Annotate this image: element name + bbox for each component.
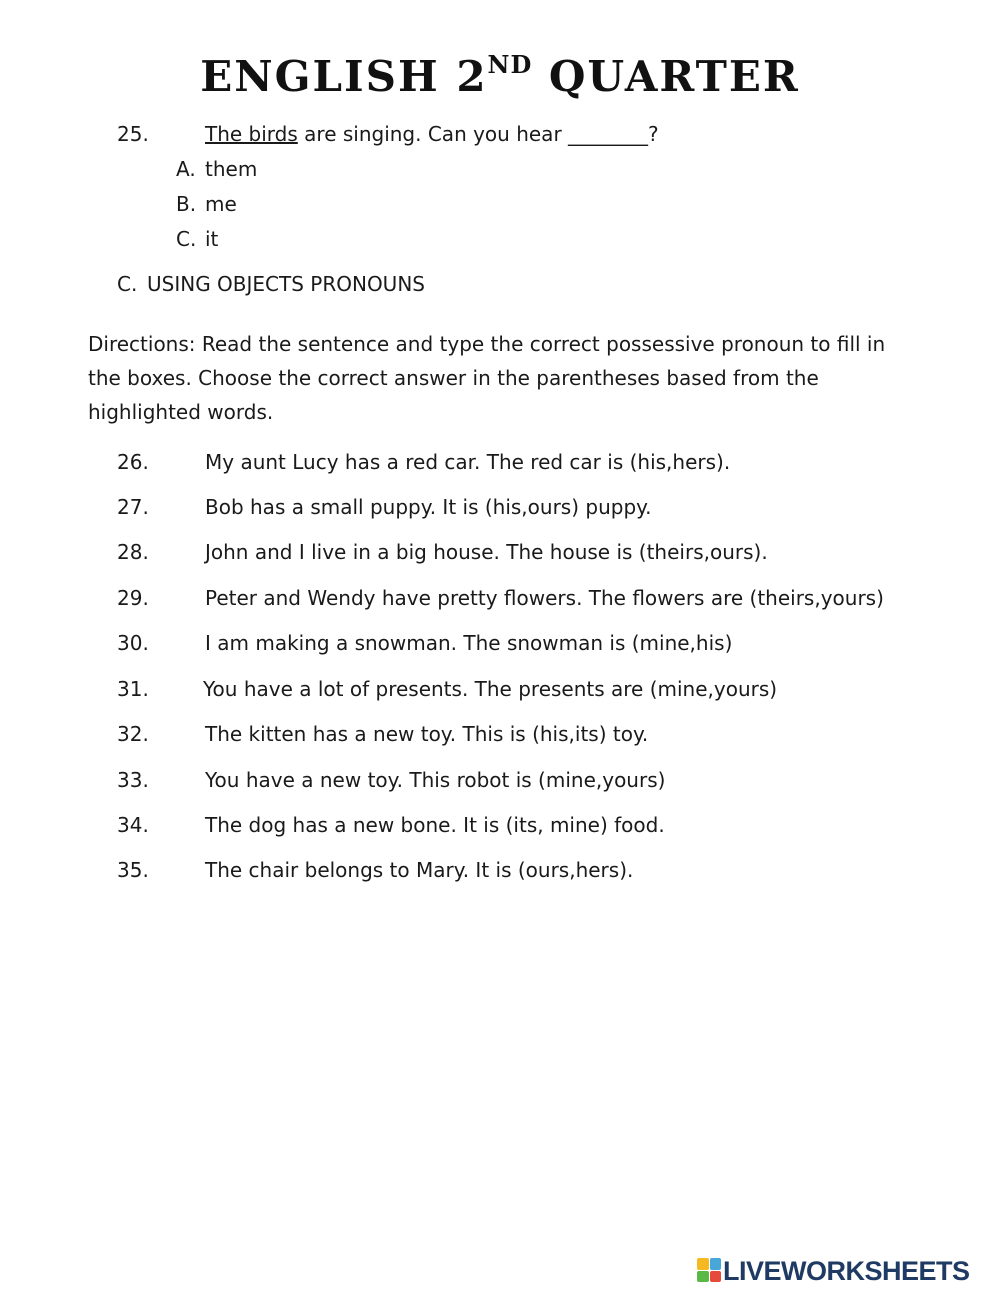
question-number: 33. xyxy=(117,768,149,792)
underlined-subject: The birds xyxy=(205,122,298,146)
question-text: You have a lot of presents. The presents are (mine,yours) xyxy=(203,677,778,701)
liveworksheets-logo-icon xyxy=(697,1258,721,1282)
question-number: 32. xyxy=(117,722,149,746)
question-text: John and I live in a big house. The house is (theirs,ours). xyxy=(205,540,768,564)
question-text: Bob has a small puppy. It is (his,ours) puppy. xyxy=(205,495,652,519)
option-letter: A. xyxy=(176,157,196,181)
question-text: The birds are singing. Can you hear ________? xyxy=(205,122,659,146)
question-number: 29. xyxy=(117,586,149,610)
section-title: USING OBJECTS PRONOUNS xyxy=(147,272,425,296)
liveworksheets-brand[interactable] xyxy=(697,1256,992,1284)
brand-wordmark: LIVEWORKSHEETS xyxy=(723,1256,970,1286)
question-number: 28. xyxy=(117,540,149,564)
option-letter: C. xyxy=(176,227,197,251)
question-number: 27. xyxy=(117,495,149,519)
option-text: me xyxy=(205,192,237,216)
question-number: 35. xyxy=(117,858,149,882)
question-number: 31. xyxy=(117,677,149,701)
question-text: I am making a snowman. The snowman is (mine,his) xyxy=(205,631,733,655)
question-number: 34. xyxy=(117,813,149,837)
page-title: ENGLISH 2ND QUARTER xyxy=(200,50,800,101)
option-text: them xyxy=(205,157,258,181)
question-number: 26. xyxy=(117,450,149,474)
question-text: My aunt Lucy has a red car. The red car is (his,hers). xyxy=(205,450,731,474)
option-letter: B. xyxy=(176,192,197,216)
question-text: You have a new toy. This robot is (mine,yours) xyxy=(205,768,666,792)
question-text: The kitten has a new toy. This is (his,its) toy. xyxy=(205,722,649,746)
question-number: 30. xyxy=(117,631,149,655)
section-letter: C. xyxy=(117,272,138,296)
directions-text: Directions: Read the sentence and type the correct possessive pronoun to fill in the boxes. Choose the correct answer in the parentheses based from the highlighted words. xyxy=(88,332,886,424)
question-number: 25. xyxy=(117,122,149,146)
question-text: Peter and Wendy have pretty flowers. The flowers are (theirs,yours) xyxy=(205,586,884,610)
question-text: The chair belongs to Mary. It is (ours,hers). xyxy=(205,858,634,882)
option-text: it xyxy=(205,227,219,251)
question-text: The dog has a new bone. It is (its, mine) food. xyxy=(205,813,665,837)
